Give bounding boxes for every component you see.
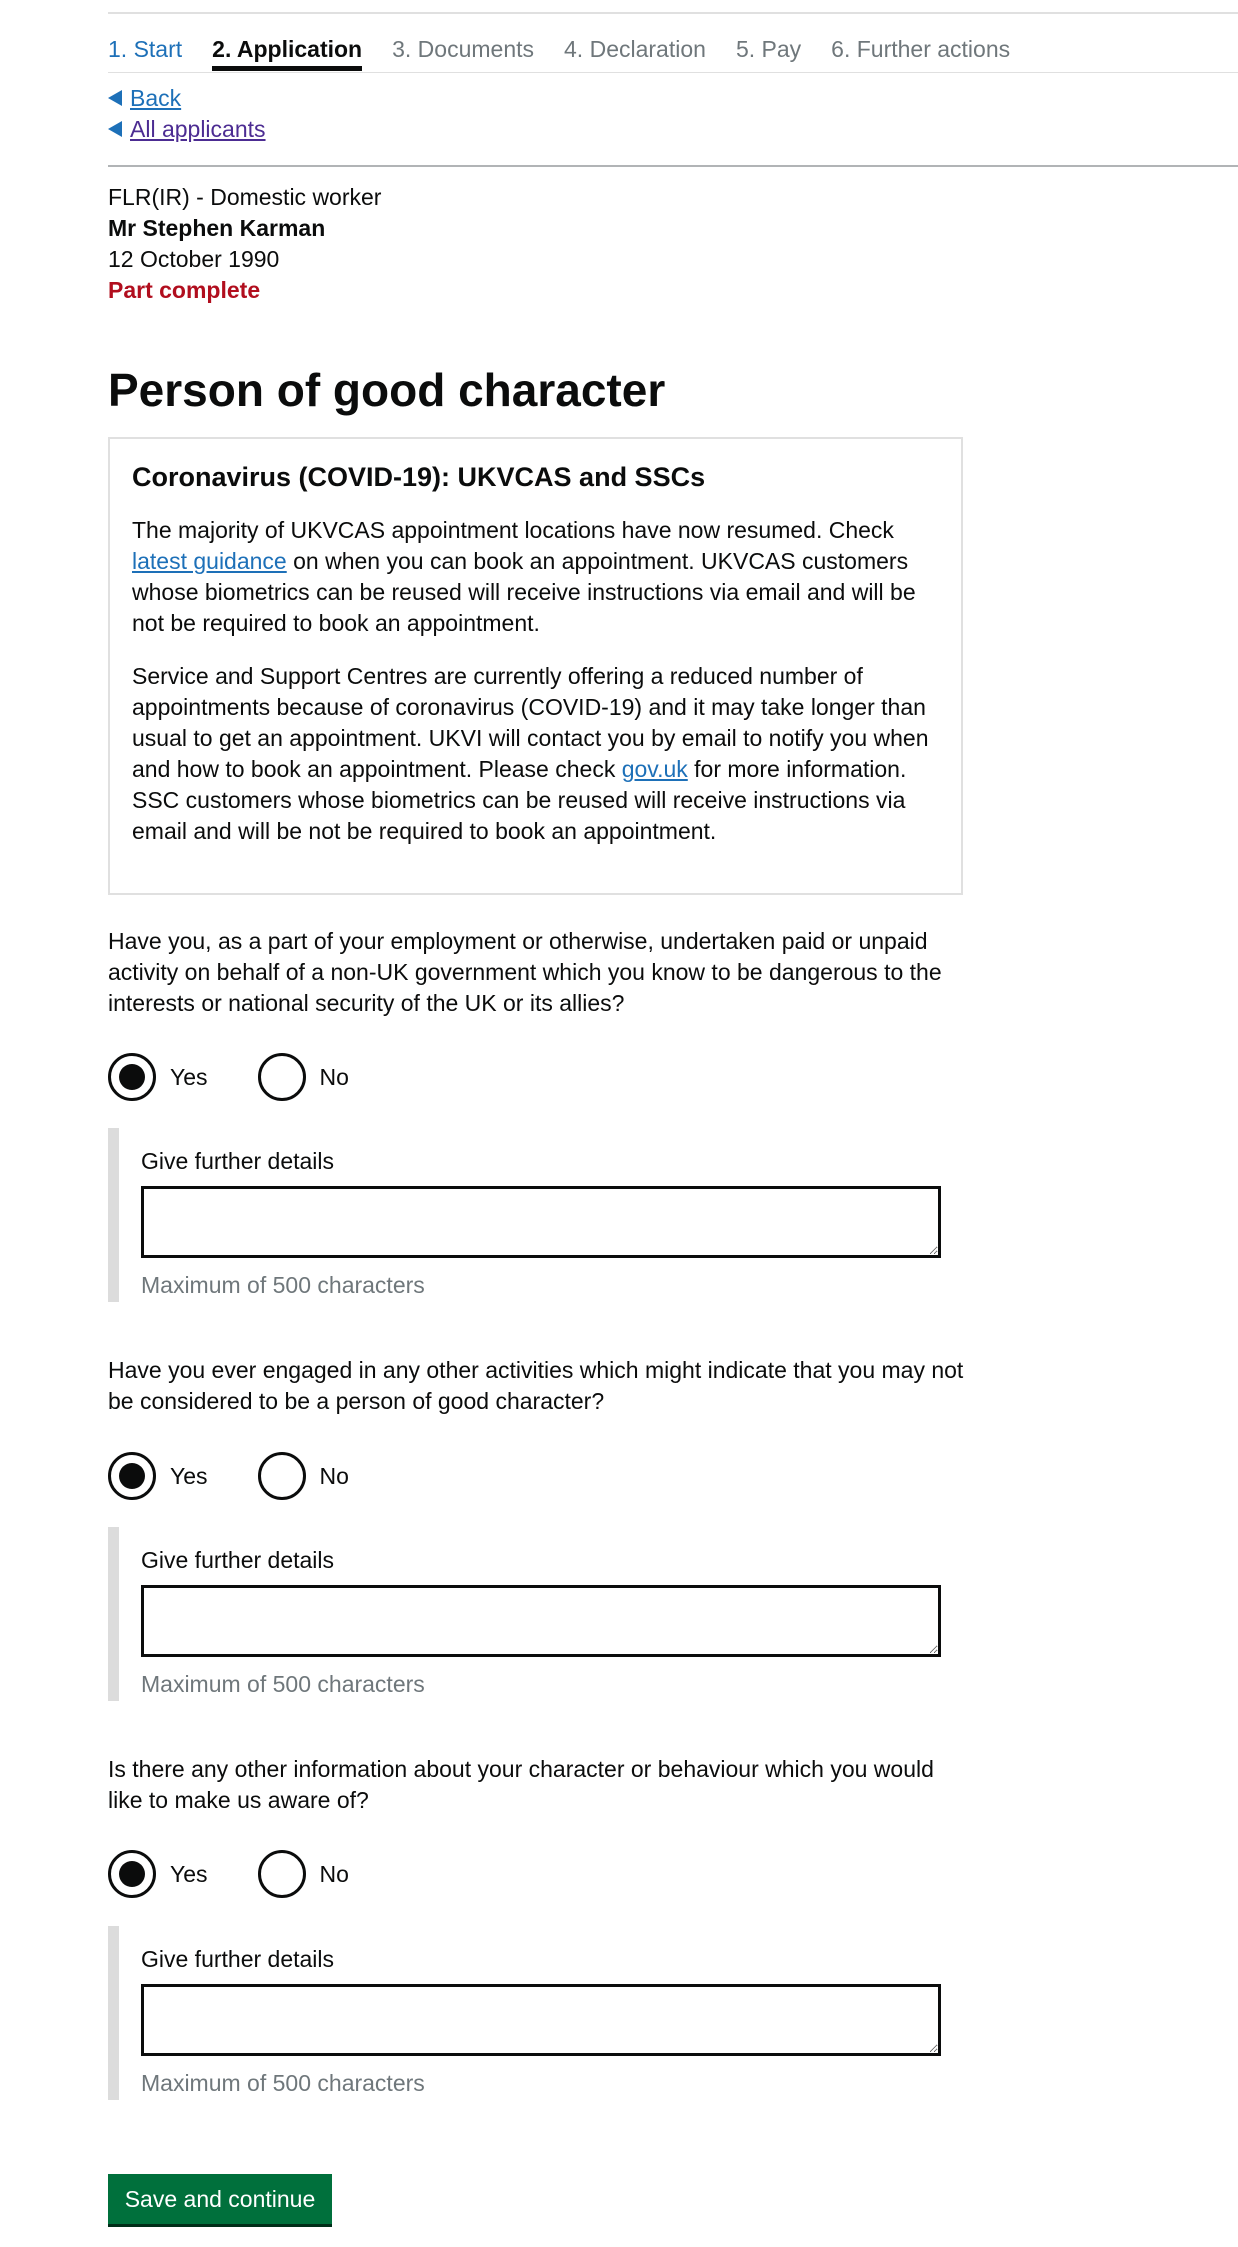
question-3-details-input[interactable] xyxy=(141,1984,941,2056)
question-3-text: Is there any other information about your character or behaviour which you would like to make us aware of? xyxy=(108,1756,934,1813)
step-application: 2. Application xyxy=(212,34,362,71)
back-link[interactable] xyxy=(108,84,181,112)
all-applicants-link[interactable] xyxy=(108,115,266,143)
question-1-no-radio[interactable] xyxy=(258,1053,349,1101)
question-3-radios xyxy=(108,1850,399,1898)
question-3-details xyxy=(108,1926,968,2100)
step-pay: 5. Pay xyxy=(735,36,802,62)
notice-paragraph-1 xyxy=(132,515,939,639)
question-2-details xyxy=(108,1527,968,1701)
radio-label[interactable]: No xyxy=(319,1063,349,1090)
radio-unselected-icon[interactable] xyxy=(258,1452,306,1500)
gov-uk-link[interactable]: gov.uk xyxy=(621,756,688,782)
radio-label[interactable]: Yes xyxy=(170,1860,208,1887)
notice-text: The majority of UKVCAS appointment locations have now resumed. Check xyxy=(132,517,894,543)
details-label: Give further details xyxy=(141,1547,335,1573)
question-2-text: Have you ever engaged in any other activities which might indicate that you may not be considered to be a person of good character? xyxy=(108,1357,964,1414)
covid-notice xyxy=(108,437,963,895)
radio-label[interactable]: No xyxy=(319,1860,349,1887)
question-1-details-input[interactable] xyxy=(141,1186,941,1258)
step-start[interactable]: 1. Start xyxy=(108,36,183,62)
back-arrow-icon xyxy=(108,90,122,106)
character-limit-hint: Maximum of 500 characters xyxy=(141,1272,425,1298)
details-label: Give further details xyxy=(141,1148,335,1174)
radio-selected-icon[interactable] xyxy=(108,1452,156,1500)
save-and-continue-button[interactable]: Save and continue xyxy=(108,2174,332,2224)
application-type: FLR(IR) - Domestic worker xyxy=(108,184,382,210)
radio-label[interactable]: Yes xyxy=(170,1063,208,1090)
notice-text: for more information. SSC customers whose biometrics can be reused will receive instructions via email and will be not be required to book an appointment. xyxy=(132,756,907,844)
question-2-no-radio[interactable] xyxy=(258,1452,349,1500)
applicant-summary xyxy=(108,182,381,306)
radio-unselected-icon[interactable] xyxy=(258,1053,306,1101)
radio-unselected-icon[interactable] xyxy=(258,1850,306,1898)
back-link-label: Back xyxy=(130,85,182,111)
back-arrow-icon xyxy=(108,121,122,137)
latest-guidance-link[interactable]: latest guidance xyxy=(132,548,287,574)
step-further-actions: 6. Further actions xyxy=(831,36,1011,62)
details-label: Give further details xyxy=(141,1946,335,1972)
radio-label[interactable]: Yes xyxy=(170,1462,208,1489)
step-declaration: 4. Declaration xyxy=(564,36,706,62)
applicant-name: Mr Stephen Karman xyxy=(108,215,326,241)
question-1-text: Have you, as a part of your employment or otherwise, undertaken paid or unpaid activity on behalf of a non-UK government which you know to be dangerous to the interests or national security of the UK or its allies? xyxy=(108,928,942,1016)
radio-selected-icon[interactable] xyxy=(108,1053,156,1101)
question-1-yes-radio[interactable] xyxy=(108,1053,208,1101)
steps-divider xyxy=(108,72,1238,73)
step-documents: 3. Documents xyxy=(392,36,535,62)
question-3-yes-radio[interactable] xyxy=(108,1850,208,1898)
notice-paragraph-2 xyxy=(132,661,939,847)
character-limit-hint: Maximum of 500 characters xyxy=(141,2070,425,2096)
question-2-details-input[interactable] xyxy=(141,1585,941,1657)
question-3-no-radio[interactable] xyxy=(258,1850,349,1898)
notice-text: on when you can book an appointment. UKVCAS customers whose biometrics can be reused will receive instructions via email and will be not be required to book an appointment. xyxy=(132,548,916,636)
all-applicants-label: All applicants xyxy=(130,116,266,142)
top-border xyxy=(108,12,1238,14)
character-limit-hint: Maximum of 500 characters xyxy=(141,1671,425,1697)
question-1-radios xyxy=(108,1053,399,1101)
progress-steps xyxy=(108,34,1040,71)
radio-label[interactable]: No xyxy=(319,1462,349,1489)
section-divider xyxy=(108,165,1238,167)
radio-selected-icon[interactable] xyxy=(108,1850,156,1898)
question-2-radios xyxy=(108,1452,399,1500)
date-of-birth: 12 October 1990 xyxy=(108,246,280,272)
page-title: Person of good character xyxy=(108,364,666,416)
question-2-yes-radio[interactable] xyxy=(108,1452,208,1500)
notice-text: Service and Support Centres are currently offering a reduced number of appointments because of coronavirus (COVID-19) and it may take longer than usual to get an appointment. UKVI will contact you by email to notify you when and how to book an appointment. Please check xyxy=(132,663,929,782)
question-1-details xyxy=(108,1128,968,1302)
status-badge: Part complete xyxy=(108,277,261,303)
notice-heading: Coronavirus (COVID-19): UKVCAS and SSCs xyxy=(132,462,706,492)
